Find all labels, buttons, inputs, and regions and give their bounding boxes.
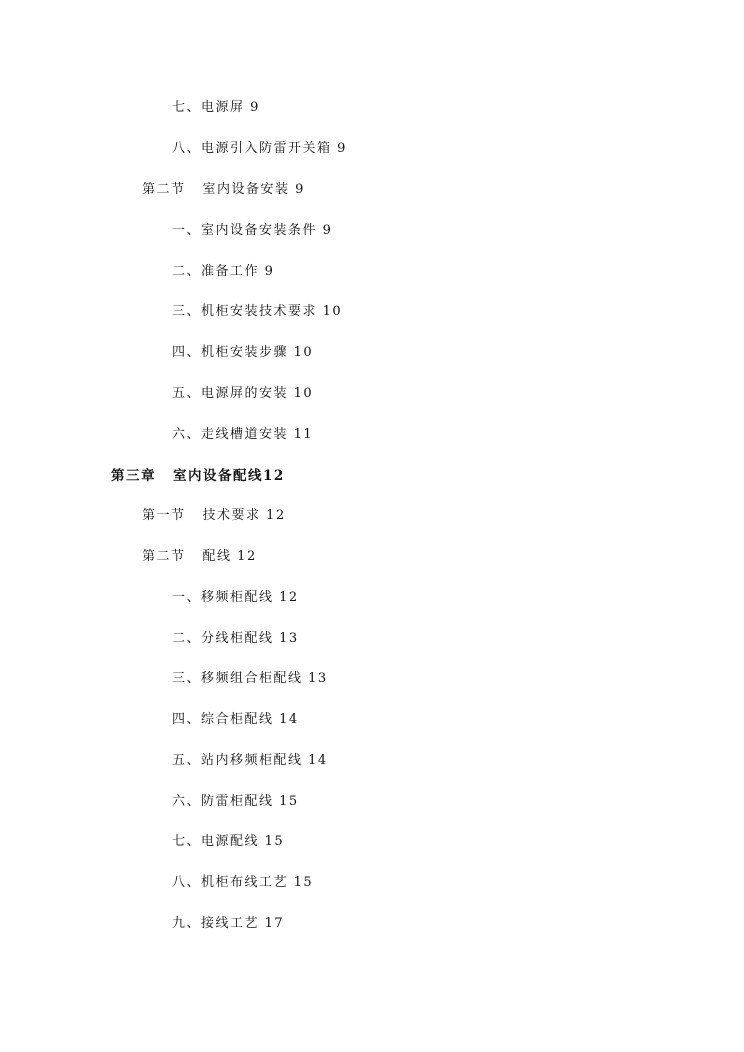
toc-entry-page: 10 bbox=[322, 304, 343, 319]
toc-entry bbox=[172, 874, 313, 892]
toc-entry-page: 9 bbox=[322, 223, 333, 238]
toc-entry-page: 13 bbox=[279, 631, 299, 646]
toc-entry-title: 二、分线柜配线 bbox=[172, 631, 274, 646]
toc-entry-title: 四、综合柜配线 bbox=[172, 712, 274, 727]
toc-entry-title: 九、接线工艺 bbox=[172, 916, 260, 931]
toc-entry-page: 9 bbox=[264, 264, 275, 279]
toc-entry-title: 五、电源屏的安装 bbox=[172, 386, 289, 401]
toc-entry-page: 14 bbox=[279, 712, 299, 727]
toc-entry-page: 15 bbox=[264, 834, 285, 849]
toc-entry-title: 一、室内设备安装条件 bbox=[172, 223, 318, 238]
toc-entry bbox=[172, 263, 274, 281]
toc-entry-page: 14 bbox=[308, 753, 328, 768]
toc-entry-page: 10 bbox=[293, 386, 314, 401]
toc-entry-page: 10 bbox=[293, 345, 314, 360]
toc-entry-title: 室内设备配线 bbox=[173, 468, 263, 484]
toc-entry-title: 六、走线槽道安装 bbox=[172, 427, 289, 442]
toc-entry-page: 15 bbox=[293, 875, 314, 890]
toc-entry bbox=[172, 915, 284, 933]
toc-entry-page: 12 bbox=[279, 590, 299, 605]
toc-entry bbox=[172, 99, 260, 117]
toc-entry-title: 三、移频组合柜配线 bbox=[172, 671, 303, 686]
toc-entry bbox=[172, 222, 332, 240]
toc-entry-title: 七、电源屏 bbox=[172, 100, 245, 115]
toc-section-label: 第二节 bbox=[142, 549, 186, 564]
toc-chapter-label: 第三章 bbox=[111, 468, 156, 484]
toc-entry bbox=[172, 140, 347, 158]
toc-entry bbox=[172, 385, 313, 403]
toc-entry-title: 室内设备安装 bbox=[202, 182, 290, 197]
toc-entry-page: 9 bbox=[295, 182, 305, 197]
toc-entry-title: 三、机柜安装技术要求 bbox=[172, 304, 318, 319]
toc-entry-title: 配线 bbox=[202, 549, 232, 564]
toc-entry-title: 七、电源配线 bbox=[172, 834, 260, 849]
toc-entry-page: 9 bbox=[250, 100, 260, 115]
toc-entry-page: 11 bbox=[293, 427, 314, 442]
toc-entry-title: 八、机柜布线工艺 bbox=[172, 875, 289, 890]
toc-entry bbox=[172, 670, 328, 688]
toc-entry bbox=[172, 833, 284, 851]
toc-entry-page: 15 bbox=[279, 794, 299, 809]
toc-entry-page: 12 bbox=[237, 549, 257, 564]
toc-entry-page: 9 bbox=[337, 141, 347, 156]
toc-entry-title: 一、移频柜配线 bbox=[172, 590, 274, 605]
toc-entry-title: 四、机柜安装步骤 bbox=[172, 345, 289, 360]
toc-entry-title: 六、防雷柜配线 bbox=[172, 794, 274, 809]
toc-entry bbox=[172, 303, 342, 321]
toc-entry bbox=[172, 793, 299, 811]
toc-entry-title: 技术要求 bbox=[202, 508, 261, 523]
toc-section-label: 第一节 bbox=[142, 508, 186, 523]
toc-entry bbox=[172, 752, 328, 770]
toc-chapter-entry bbox=[111, 467, 285, 485]
toc-entry-title: 五、站内移频柜配线 bbox=[172, 753, 303, 768]
toc-entry-page: 12 bbox=[266, 508, 286, 523]
toc-section-entry bbox=[142, 507, 286, 525]
toc-entry bbox=[172, 589, 299, 607]
toc-entry bbox=[172, 711, 299, 729]
toc-section-entry bbox=[142, 548, 257, 566]
toc-entry bbox=[172, 426, 313, 444]
toc-section-entry bbox=[142, 181, 305, 199]
toc-entry-title: 二、准备工作 bbox=[172, 264, 260, 279]
toc-entry-page: 13 bbox=[308, 671, 328, 686]
toc-entry bbox=[172, 344, 313, 362]
toc-entry-title: 八、电源引入防雷开关箱 bbox=[172, 141, 332, 156]
toc-entry-page: 17 bbox=[264, 916, 285, 931]
toc-entry bbox=[172, 630, 299, 648]
toc-entry-page: 12 bbox=[263, 468, 285, 484]
toc-section-label: 第二节 bbox=[142, 182, 186, 197]
